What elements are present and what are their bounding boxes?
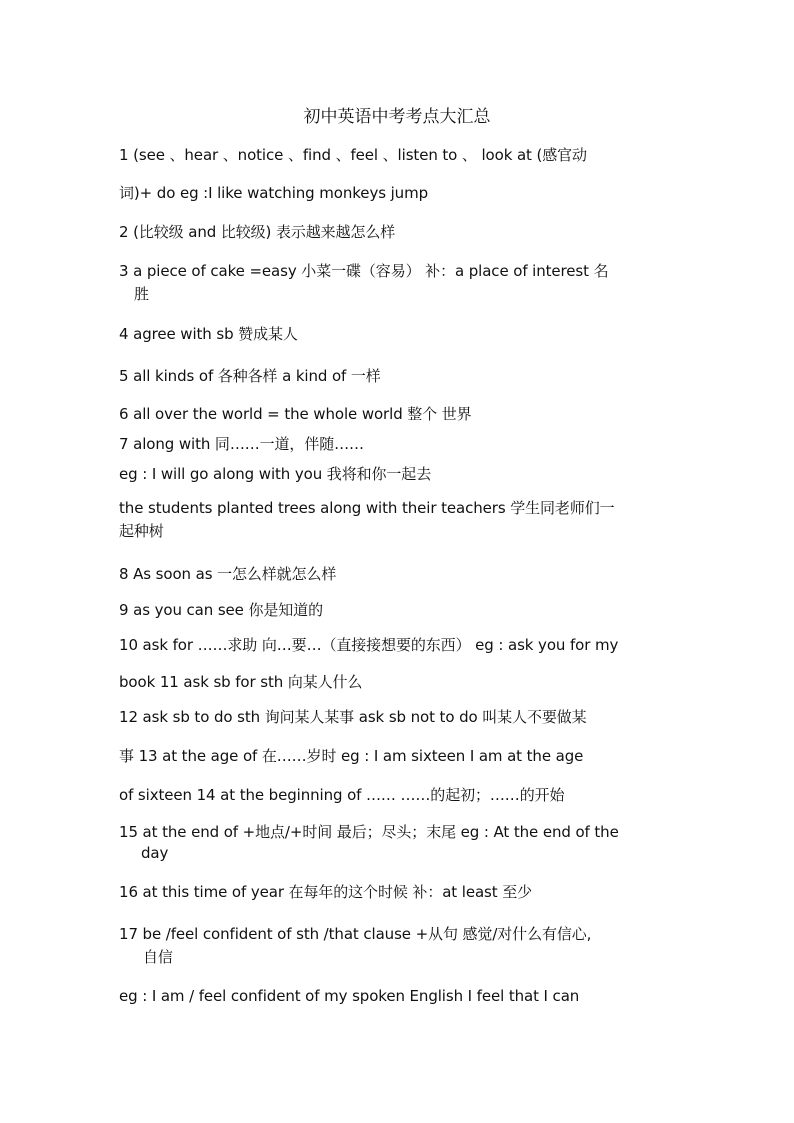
text-line: 4 agree with sb 赞成某人 bbox=[119, 325, 298, 343]
text-line: 12 ask sb to do sth 询问某人某事 ask sb not to do 叫某人不要做某 bbox=[119, 708, 587, 726]
text-line: eg : I will go along with you 我将和你一起去 bbox=[119, 465, 432, 483]
text-line: 3 a piece of cake =easy 小菜一碟（容易） 补：a place of interest 名 bbox=[119, 262, 609, 280]
text-line: 15 at the end of +地点/+时间 最后；尽头；末尾 eg : At the end of the bbox=[119, 823, 619, 841]
text-line: 事 13 at the age of 在……岁时 eg : I am sixteen I am at the age bbox=[119, 747, 584, 765]
text-line: 7 along with 同……一道，伴随…… bbox=[119, 435, 364, 453]
text-line: 5 all kinds of 各种各样 a kind of 一样 bbox=[119, 367, 381, 385]
text-line: book 11 ask sb for sth 向某人什么 bbox=[119, 673, 363, 691]
text-line: 6 all over the world = the whole world 整个 世界 bbox=[119, 405, 472, 423]
text-line: 8 As soon as 一怎么样就怎么样 bbox=[119, 565, 337, 583]
text-line: 自信 bbox=[143, 948, 173, 966]
text-line: 2 (比较级 and 比较级) 表示越来越怎么样 bbox=[119, 223, 396, 241]
text-line: the students planted trees along with their teachers 学生同老师们一 bbox=[119, 499, 615, 517]
text-line: 胜 bbox=[134, 285, 149, 303]
text-line: 起种树 bbox=[119, 522, 164, 540]
page-title: 初中英语中考考点大汇总 bbox=[303, 107, 491, 127]
text-line: eg : I am / feel confident of my spoken English I feel that I can bbox=[119, 987, 580, 1005]
text-line: 17 be /feel confident of sth /that clause +从句 感觉/对什么有信心, bbox=[119, 925, 592, 943]
text-line: 词)+ do eg :I like watching monkeys jump bbox=[119, 184, 429, 202]
text-line: 10 ask for ……求助 向…要…（直接接想要的东西） eg : ask you for my bbox=[119, 636, 619, 654]
text-line: day bbox=[141, 844, 169, 862]
text-line: 1 (see 、hear 、notice 、find 、feel 、listen to 、 look at (感官动 bbox=[119, 146, 587, 164]
text-line: of sixteen 14 at the beginning of …… ……的起初；……的开始 bbox=[119, 786, 565, 804]
text-line: 9 as you can see 你是知道的 bbox=[119, 601, 323, 619]
text-line: 16 at this time of year 在每年的这个时候 补：at least 至少 bbox=[119, 883, 533, 901]
